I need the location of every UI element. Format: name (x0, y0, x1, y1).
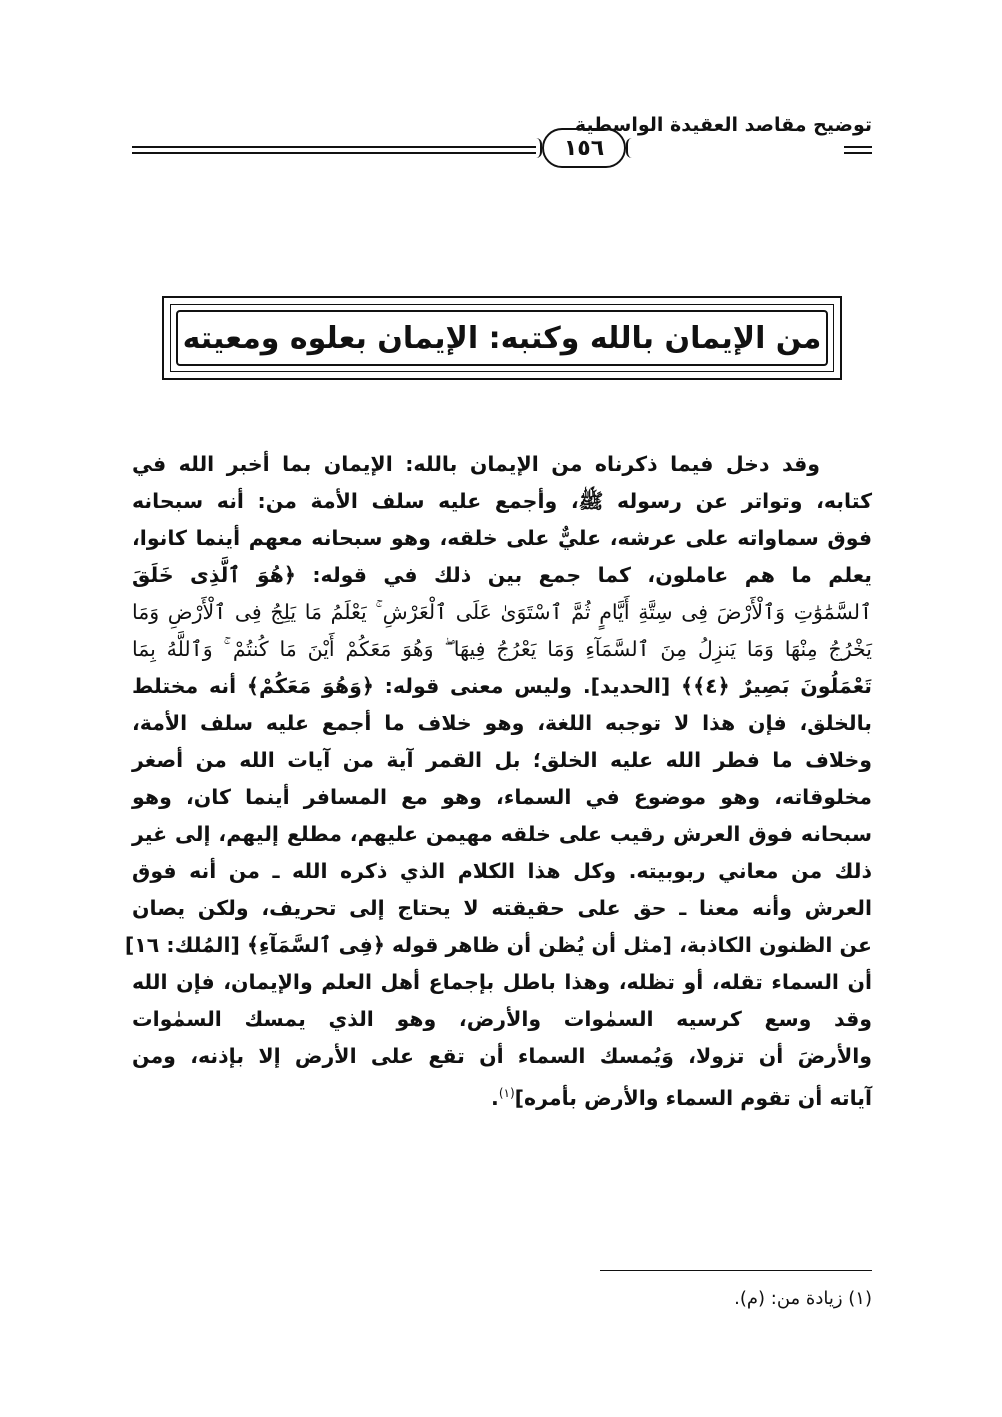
section-title-frame (162, 296, 842, 380)
header-rule (132, 152, 536, 154)
quran-verse-line: يَخْرُجُ مِنْهَا وَمَا يَنزِلُ مِنَ ٱلسَّمَآءِ وَمَا يَعْرُجُ فِيهَا ۖ وَهُوَ مَعَكُمْ أَيْنَ مَا كُنتُمْ ۚ وَٱللَّهُ بِمَا (132, 637, 872, 661)
body-line: كتابه، وتواتر عن رسوله ﷺ، وأجمع عليه سلف الأمة من: أنه سبحانه (132, 489, 872, 513)
body-line: ذلك من معاني ربوبيته. وكل هذا الكلام الذي ذكره الله ـ من أنه فوق (132, 859, 872, 883)
body-line: مخلوقاته، وهو موضوع في السماء، وهو مع المسافر أينما كان، وهو (132, 785, 872, 809)
body-line-text: آياته أن تقوم السماء والأرض بأمره] (514, 1085, 872, 1110)
header-rule (844, 152, 872, 154)
body-line: وقد دخل فيما ذكرناه من الإيمان بالله: الإيمان بما أخبر الله في (132, 452, 820, 476)
body-line: أن السماء تقله، أو تظله، وهذا باطل بإجماع أهل العلم والإيمان، فإن الله (132, 970, 872, 994)
body-line: وخلاف ما فطر الله عليه الخلق؛ بل القمر آية من آيات الله من أصغر (132, 748, 872, 772)
header-rule (844, 146, 872, 148)
body-line: بالخلق، فإن هذا لا توجبه اللغة، وهو خلاف ما أجمع عليه سلف الأمة، (132, 711, 872, 735)
footnote: (١) زيادة من: (م). (734, 1288, 872, 1309)
body-line: سبحانه فوق العرش رقيب على خلقه مهيمن عليهم، مطلع إليهم، إلى غير (132, 822, 872, 846)
quran-verse-line: ٱلسَّمَٰوَٰتِ وَٱلْأَرْضَ فِى سِتَّةِ أَيَّامٍ ثُمَّ ٱسْتَوَىٰ عَلَى ٱلْعَرْشِ ۚ يَعْلَمُ مَا يَلِجُ فِى ٱلْأَرْضِ وَمَا (132, 600, 872, 624)
body-text (124, 446, 872, 1117)
body-line-last: آياته أن تقوم السماء والأرض بأمره]$^{(١)}$. (491, 1085, 872, 1110)
body-line: يعلم ما هم عاملون، كما جمع بين ذلك في قوله: ﴿هُوَ ٱلَّذِى خَلَقَ (132, 563, 872, 587)
page-header (132, 108, 872, 161)
body-line: تَعْمَلُونَ بَصِيرٌ ﴿٤﴾﴾ [الحديد]. وليس معنى قوله: ﴿وَهُوَ مَعَكُمْ﴾ أنه مختلط (132, 674, 872, 698)
body-line: فوق سماواته على عرشه، عليٌّ على خلقه، وهو سبحانه معهم أينما كانوا، (132, 526, 872, 550)
body-line: وقد وسع كرسيه السمٰوات والأرض، وهو الذي يمسك السمٰوات (132, 1007, 872, 1031)
running-title: توضيح مقاصد العقيدة الواسطية (574, 114, 872, 136)
body-line: العرش وأنه معنا ـ حق على حقيقته لا يحتاج إلى تحريف، ولكن يصان (132, 896, 872, 920)
section-title: من الإيمان بالله وكتبه: الإيمان بعلوه ومعيته (182, 320, 822, 356)
footnote-separator (600, 1270, 872, 1271)
body-line: عن الظنون الكاذبة، [مثل أن يُظن أن ظاهر قوله ﴿فِى ٱلسَّمَآءِ﴾ [المُلك: ١٦] (124, 933, 872, 957)
footnote-marker[interactable]: (١) (498, 1086, 515, 1100)
frame-border-inner (176, 310, 828, 366)
header-rule (132, 146, 536, 148)
page-number: ١٥٦ (542, 128, 626, 168)
body-line: والأرضَ أن تزولا، وَيُمسك السماء أن تقع على الأرض إلا بإذنه، ومن (132, 1044, 872, 1068)
